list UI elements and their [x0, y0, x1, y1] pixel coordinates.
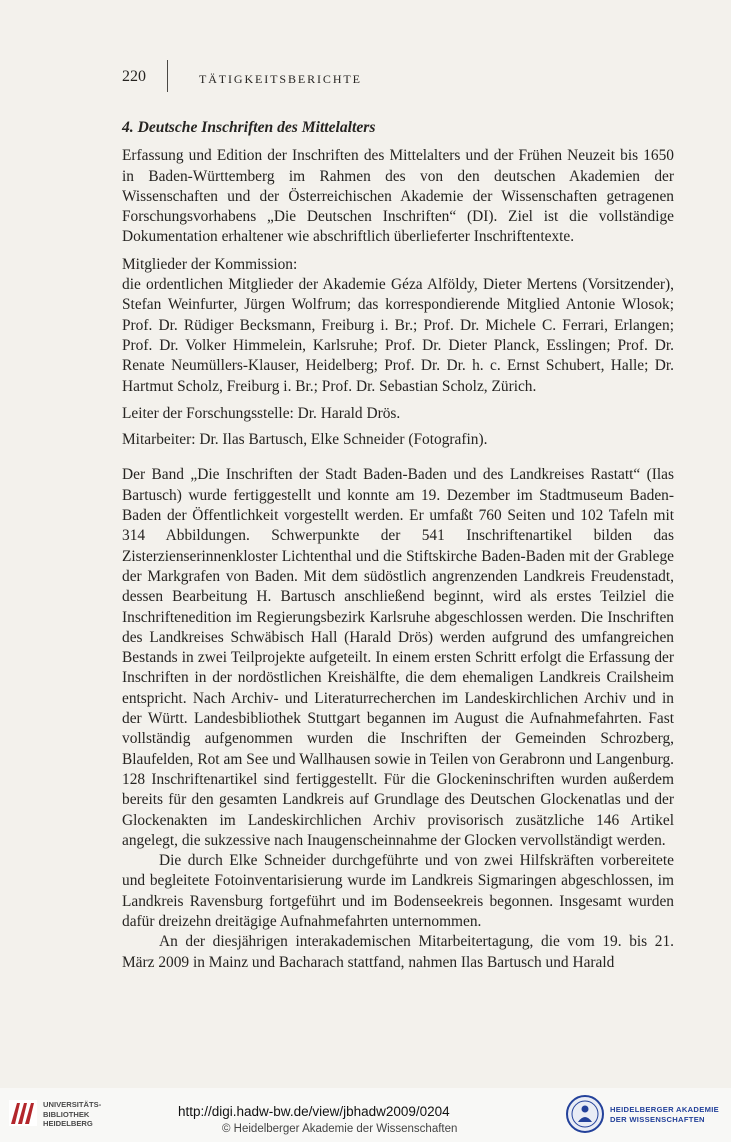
library-name: UNIVERSITÄTS- BIBLIOTHEK HEIDELBERG: [43, 1100, 102, 1128]
report-paragraph-1: Der Band „Die Inschriften der Stadt Baden-Baden und des Landkreises Rastatt“ (Ilas Bartusch) wurde fertiggestellt und konnte am 19. Dezember im Stadtmuseum Baden-Baden der Öffentlichkeit vorgestellt werden. Er umfaßt 760 Seiten und 102 Tafeln mit 314 Abbildungen. Schwerpunkte der 541 Inschriftenartikel bilden das Zisterzienserinnenkloster Lichtenthal und die Stiftskirche Baden-Baden mit der Grablege der Markgrafen von Baden. Mit dem südöstlich angrenzenden Landkreis Freudenstadt, dessen Bearbeitung H. Bartusch anschließend beginnt, wird als erstes Teilziel die Inschriftenedition im Regierungsbezirk Karlsruhe abgeschlossen werden. Die Inschriften des Landkreises Schwäbisch Hall (Harald Drös) werden aufgrund des umfangreichen Bestands in zwei Teilprojekte aufgeteilt. In einem ersten Schritt erfolgt die Erfassung der Inschriften in der nordöstlichen Kreishälfte, die dem ehemaligen Landkreis Crailsheim entspricht. Nach Archiv- und Literaturrecherchen im Landeskirchlichen Archiv und in der Württ. Landesbibliothek Stuttgart begannen im August die Aufnahmefahrten. Fast vollständig aufgenommen wurden die Inschriften der Gemeinden Schrozberg, Blaufelden, Rot am See und Wallhausen sowie in Teilen von Gerabronn und Langenburg. 128 Inschriftenartikel sind fertiggestellt. Für die Glockeninschriften wurden außerdem bereits für den gesamten Landkreis auf Grundlage des Deutschen Glockenatlas und der Glockenakten im Landeskirchlichen Archiv provisorisch zusätzliche 146 Artikel angelegt, die sukzessive nach Inaugenscheinnahme der Glocken vervollständigt werden.: [122, 466, 674, 849]
section-heading: 4. Deutsche Inschriften des Mittelalters: [122, 119, 376, 136]
running-title: TÄTIGKEITSBERICHTE: [199, 72, 362, 86]
page-header: [122, 58, 682, 98]
commission-members: die ordentlichen Mitglieder der Akademie Géza Alföldy, Dieter Mertens (Vorsitzender), Stefan Weinfurter, Jürgen Wolfrum; das korrespondierende Mitglied Antonie Wlosok; Prof. Dr. Rüdiger Becksmann, Freiburg i. Br.; Prof. Dr. Michele C. Ferrari, Erlangen; Prof. Dr. Volker Himmelein, Karlsruhe; Prof. Dr. Dieter Planck, Esslingen; Prof. Dr. Renate Neumüllers-Klauser, Heidelberg; Prof. Dr. Dr. h. c. Ernst Schubert, Halle; Dr. Hartmut Scholz, Freiburg i. Br.; Prof. Dr. Sebastian Scholz, Zürich.: [122, 276, 674, 395]
intro-paragraph: Erfassung und Edition der Inschriften des Mittelalters und der Frühen Neuzeit bis 1650 in Baden-Württemberg im Rahmen des von den deutschen Akademien der Wissenschaften und der Österreichischen Akademie der Wissenschaften getragenen Forschungsvorhabens „Die Deutschen Inschriften“ (DI). Ziel ist die vollständige Dokumentation erhaltener wie abschriftlich überlieferter Inschriftentexte.: [122, 147, 674, 246]
digitization-footer: [0, 1088, 731, 1142]
commission-label: Mitglieder der Kommission:: [122, 255, 298, 273]
research-lead: Leiter der Forschungsstelle: Dr. Harald Drös.: [122, 404, 401, 422]
section-body: [122, 118, 674, 973]
report-paragraph-3: An der diesjährigen interakademischen Mitarbeitertagung, die vom 19. bis 21. März 2009 in Mainz und Bacharach stattfand, nahmen Ilas Bartusch und Harald: [122, 933, 674, 971]
permalink[interactable]: http://digi.hadw-bw.de/view/jbhadw2009/0204: [178, 1104, 450, 1119]
academy-seal-icon: [565, 1094, 605, 1134]
page-number: 220: [122, 68, 146, 85]
library-logo-icon: [8, 1098, 38, 1128]
report-paragraph-2: Die durch Elke Schneider durchgeführte und von zwei Hilfskräften vorbereitete und begleitete Fotoinventarisierung wurde im Landkreis Sigmaringen abgeschlossen, im Landkreis Ravensburg fortgeführt und im Bodenseekreis begonnen. Insgesamt wurden dafür dreizehn dreitägige Aufnahmefahrten unternommen.: [122, 852, 674, 930]
academy-name: HEIDELBERGER AKADEMIE DER WISSENSCHAFTEN: [610, 1105, 719, 1124]
header-divider: [167, 60, 168, 92]
copyright-notice: © Heidelberger Akademie der Wissenschaften: [222, 1123, 458, 1135]
staff-line: Mitarbeiter: Dr. Ilas Bartusch, Elke Schneider (Fotografin).: [122, 431, 488, 449]
